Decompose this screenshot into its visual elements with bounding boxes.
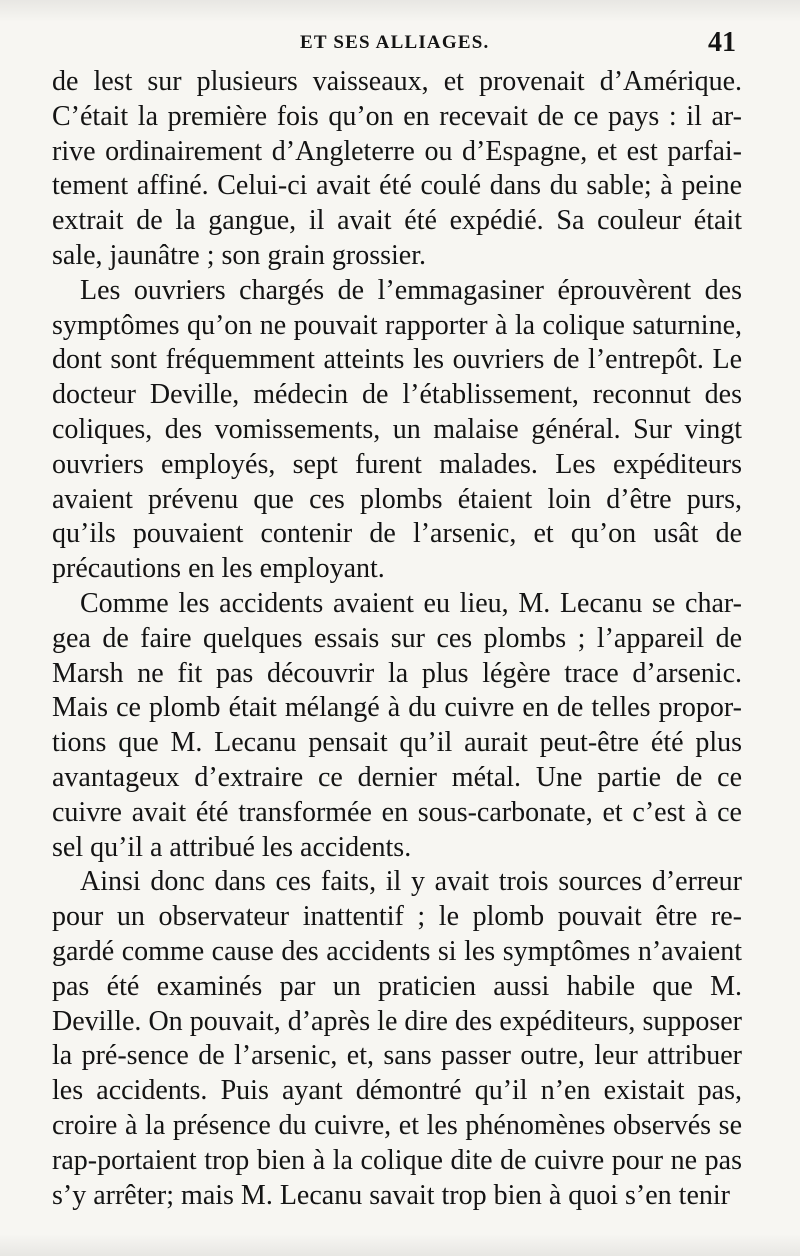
running-head: ET SES ALLIAGES.	[300, 32, 490, 53]
page-header	[0, 27, 800, 60]
paragraph-3: Comme les accidents avaient eu lieu, M. Lecanu se char-gea de faire quelques essais sur ces plombs ; l’appareil de Marsh ne fit pas découvrir la plus légère trace d’arsenic. Mais ce plomb était mélangé à du cuivre en de telles propor-tions que M. Lecanu pensait qu’il aurait peut-être été plus avantageux d’extraire ce dernier métal. Une partie de ce cuivre avait été transformée en sous-carbonate, et c’est à ce sel qu’il a attribué les accidents.	[52, 587, 742, 863]
top-edge-shadow	[0, 0, 800, 22]
paragraph-2: Les ouvriers chargés de l’emmagasiner éprouvèrent des symptômes qu’on ne pouvait rapporter à la colique saturnine, dont sont fréquemment atteints les ouvriers de l’entrepôt. Le docteur Deville, médecin de l’établissement, reconnut des coliques, des vomissements, un malaise général. Sur vingt ouvriers employés, sept furent malades. Les expéditeurs avaient prévenu que ces plombs étaient loin d’être purs, qu’ils pouvaient contenir de l’arsenic, et qu’on usât de précautions en les employant.	[52, 274, 742, 585]
page-number: 41	[708, 27, 736, 58]
bottom-edge-shadow	[0, 1234, 800, 1256]
paragraph-1: de lest sur plusieurs vaisseaux, et provenait d’Amérique. C’était la première fois qu’on en recevait de ce pays : il ar-rive ordinairement d’Angleterre ou d’Espagne, et est parfai-tement affiné. Celui-ci avait été coulé dans du sable; à peine extrait de la gangue, il avait été expédié. Sa couleur était sale, jaunâtre ; son grain grossier.	[52, 66, 742, 271]
paragraph-4: Ainsi donc dans ces faits, il y avait trois sources d’erreur pour un observateur inattentif ; le plomb pouvait être re-gardé comme cause des accidents si les symptômes n’avaient pas été examinés par un praticien aussi habile que M. Deville. On pouvait, d’après le dire des expéditeurs, supposer la pré-sence de l’arsenic, et, sans passer outre, leur attribuer les accidents. Puis ayant démontré qu’il n’en existait pas, croire à la présence du cuivre, et les phénomènes observés se rap-portaient trop bien à la colique dite de cuivre pour ne pas s’y arrêter; mais M. Lecanu savait trop bien à quoi s’en tenir	[52, 866, 742, 1211]
page-body	[52, 65, 742, 1213]
